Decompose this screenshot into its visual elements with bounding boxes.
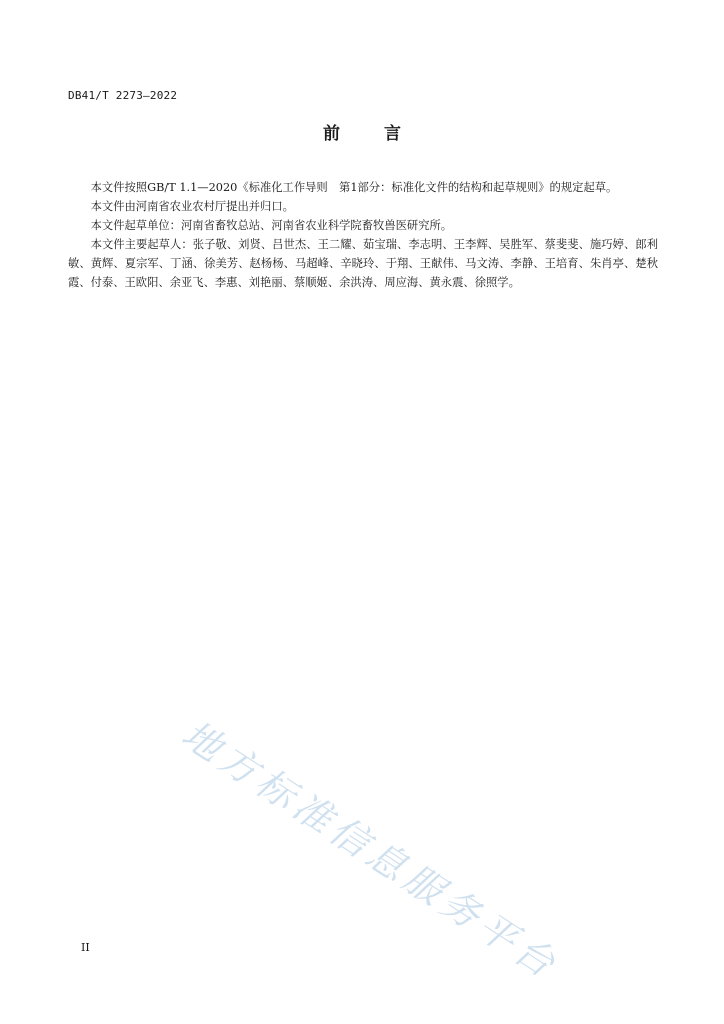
title-char-1: 前	[323, 124, 340, 144]
paragraph-drafting-rules: 本文件按照GB/T 1.1—2020《标准化工作导则 第1部分：标准化文件的结构和起草规则》的规定起草。	[90, 181, 618, 194]
watermark: 地方标准信息服务平台	[174, 711, 568, 989]
paragraph-proposer: 本文件由河南省农业农村厅提出并归口。	[90, 200, 294, 213]
paragraph-drafting-units: 本文件起草单位：河南省畜牧总站、河南省农业科学院畜牧兽医研究所。	[90, 219, 453, 232]
foreword-body	[68, 178, 658, 292]
title-char-2: 言	[384, 124, 401, 144]
page-title	[0, 119, 724, 144]
document-code: DB41/T 2273—2022	[68, 89, 178, 102]
paragraph-drafters: 本文件主要起草人：张子敬、刘贤、吕世杰、王二耀、茹宝瑞、李志明、王李辉、吴胜军、蔡斐斐、施巧婷、郎利敏、黄辉、夏宗军、丁涵、徐美芳、赵杨杨、马超峰、辛晓玲、于翔、王献伟、马文涛、李静、王培育、朱肖亭、楚秋霞、付泰、王欧阳、余亚飞、李惠、刘艳丽、蔡顺姬、余洪涛、周应海、黄永震、徐照学。	[68, 238, 658, 289]
page-number: II	[81, 941, 90, 954]
